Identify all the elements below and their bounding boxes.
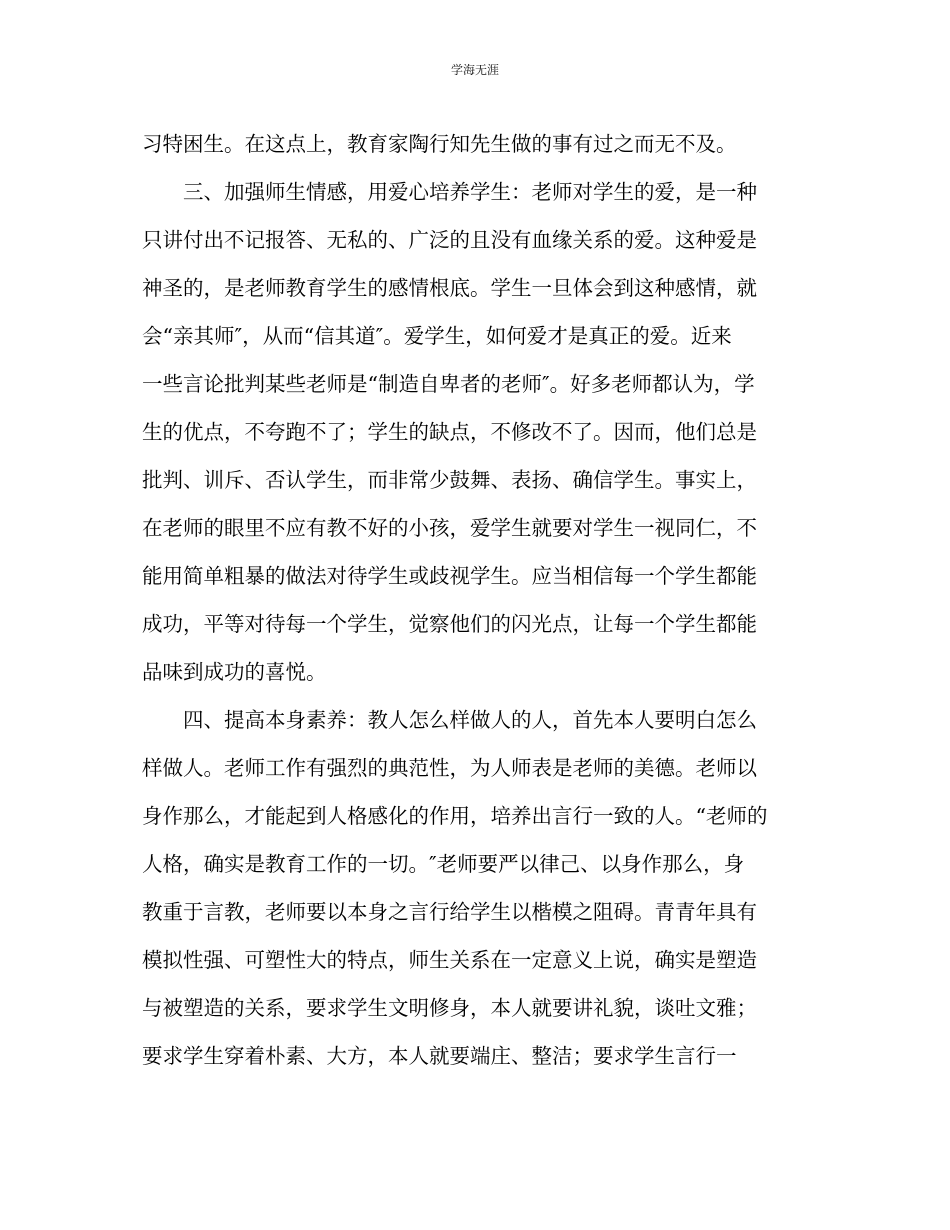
text-line: 模拟性强、可塑性大的特点，师生关系在一定意义上说，确实是塑造	[142, 948, 757, 972]
text-line: 能用简单粗暴的做法对待学生或歧视学生。应当相信每一个学生都能	[142, 564, 757, 588]
text-line: 习特困生。在这点上，教育家陶行知先生做的事有过之而无不及。	[142, 132, 737, 156]
text-line: 神圣的，是老师教育学生的感情根底。学生一旦体会到这种感情，就	[142, 276, 757, 300]
text-line: 成功，平等对待每一个学生，觉察他们的闪光点，让每一个学生都能	[142, 612, 757, 636]
text-line: 在老师的眼里不应有教不好的小孩，爱学生就要对学生一视同仁，不	[142, 516, 757, 540]
text-line: 生的优点，不夸跑不了；学生的缺点，不修改不了。因而，他们总是	[142, 420, 757, 444]
text-line: 样做人。老师工作有强烈的典范性，为人师表是老师的美德。老师以	[142, 756, 757, 780]
text-line: 身作那么，才能起到人格感化的作用，培养出言行一致的人。“老师的	[142, 804, 768, 828]
text-line: 教重于言教，老师要以本身之言行给学生以楷模之阻碍。青青年具有	[142, 900, 757, 924]
text-line: 一些言论批判某些老师是“制造自卑者的老师″。好多老师都认为，学	[142, 372, 755, 396]
text-line: 四、提高本身素养：教人怎么样做人的人，首先本人要明白怎么	[142, 708, 757, 732]
text-line: 三、加强师生情感，用爱心培养学生：老师对学生的爱，是一种	[142, 180, 757, 204]
body-text	[142, 124, 812, 1084]
text-line: 批判、训斥、否认学生，而非常少鼓舞、表扬、确信学生。事实上，	[142, 468, 757, 492]
text-line: 人格，确实是教育工作的一切。″老师要严以律己、以身作那么，身	[142, 852, 745, 876]
text-line: 要求学生穿着朴素、大方，本人就要端庄、整洁；要求学生言行一	[142, 1044, 737, 1068]
text-line: 会“亲其师″，从而“信其道″。爱学生，如何爱才是真正的爱。近来	[142, 324, 732, 348]
text-line: 品味到成功的喜悦。	[142, 660, 327, 684]
page-header: 学海无涯	[450, 63, 499, 77]
text-line: 与被塑造的关系，要求学生文明修身，本人就要讲礼貌，谈吐文雅；	[142, 996, 757, 1020]
text-line: 只讲付出不记报答、无私的、广泛的且没有血缘关系的爱。这种爱是	[142, 228, 757, 252]
